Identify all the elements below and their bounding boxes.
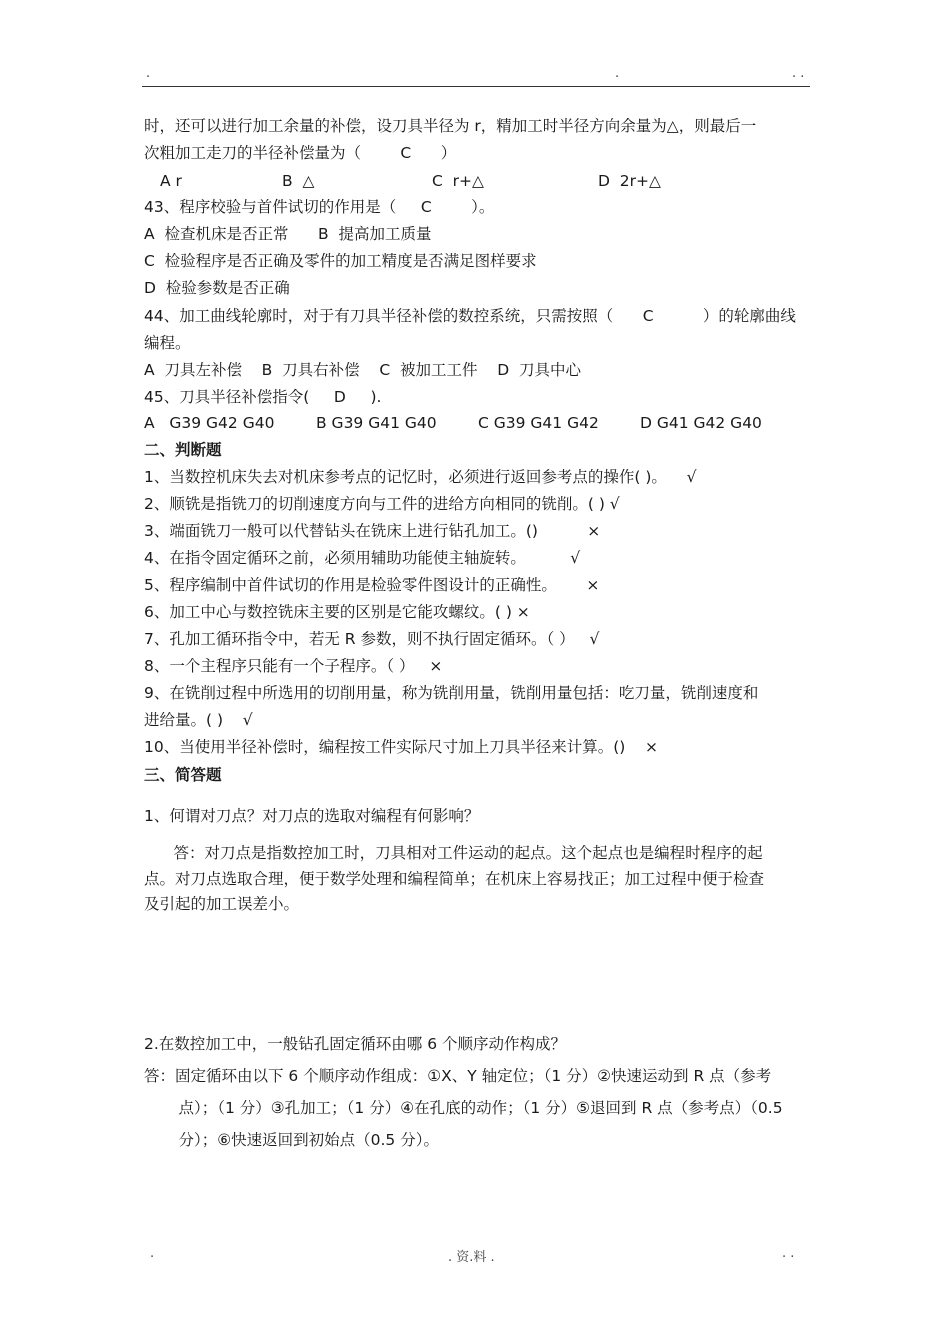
q44-line1: 44、加工曲线轮廓时，对于有刀具半径补偿的数控系统，只需按照（ C ）的轮廓曲线 — [144, 307, 796, 325]
q43-question: 43、程序校验与首件试切的作用是（ C ）。 — [144, 198, 495, 216]
q42-line1: 时，还可以进行加工余量的补偿，设刀具半径为 r，精加工时半径方向余量为△，则最后一 — [144, 117, 757, 135]
tf-item-4: 4、在指令固定循环之前，必须用辅助功能使主轴旋转。 √ — [144, 549, 581, 567]
short-answer-q2: 2.在数控加工中，一般钻孔固定循环由哪 6 个顺序动作构成？ — [144, 1035, 567, 1053]
q45-option-d: D G41 G42 G40 — [640, 414, 762, 432]
q45-option-c: C G39 G41 G42 — [478, 414, 599, 432]
q43-options-ab: A 检查机床是否正常 B 提高加工质量 — [144, 225, 432, 243]
page-footer — [0, 1246, 950, 1266]
footer-center-text: . 资.料 . — [448, 1250, 495, 1265]
q42-option-a: A r — [160, 172, 182, 190]
footer-left-mark: . — [150, 1246, 155, 1261]
short-answer-q1: 1、何谓对刀点？对刀点的选取对编程有何影响？ — [144, 807, 480, 825]
short-answer-a2-line3: 分）；⑥快速返回到初始点（0.5 分）。 — [144, 1131, 439, 1149]
short-answer-a1-line2: 点。对刀点选取合理，便于数学处理和编程简单；在机床上容易找正；加工过程中便于检查 — [144, 870, 765, 888]
short-answer-a1-line1: 答：对刀点是指数控加工时，刀具相对工件运动的起点。这个起点也是编程时程序的起 — [144, 844, 763, 862]
q42-option-d: D 2r+△ — [598, 172, 661, 190]
tf-item-8: 8、一个主程序只能有一个子程序。（ ） × — [144, 657, 443, 675]
header-rule — [142, 86, 810, 87]
short-answer-a2-line1: 答：固定循环由以下 6 个顺序动作组成：①X、Y 轴定位；（1 分）②快速运动到 R 点（参考 — [144, 1067, 772, 1085]
tf-item-9-line2: 进给量。( ) √ — [144, 711, 253, 729]
short-answer-a2-line2: 点）；（1 分）③孔加工；（1 分）④在孔底的动作；（1 分）⑤退回到 R 点（参考点）（0.5 — [144, 1099, 783, 1117]
q42-option-c: C r+△ — [432, 172, 484, 190]
tf-item-3: 3、端面铣刀一般可以代替钻头在铣床上进行钻孔加工。() × — [144, 522, 601, 540]
tf-item-10: 10、当使用半径补偿时，编程按工件实际尺寸加上刀具半径来计算。() × — [144, 738, 659, 756]
tf-item-5: 5、程序编制中首件试切的作用是检验零件图设计的正确性。 × — [144, 576, 600, 594]
q42-option-b: B △ — [282, 172, 315, 190]
q43-option-d: D 检验参数是否正确 — [144, 279, 290, 297]
header-center-mark: . — [615, 66, 620, 81]
q43-option-c: C 检验程序是否正确及零件的加工精度是否满足图样要求 — [144, 252, 537, 270]
tf-item-2: 2、顺铣是指铣刀的切削速度方向与工件的进给方向相同的铣削。( ) √ — [144, 495, 620, 513]
header-right-mark: . . — [792, 66, 805, 81]
section2-title: 二、判断题 — [144, 441, 222, 459]
q42-line2: 次粗加工走刀的半径补偿量为（ C ） — [144, 144, 457, 162]
short-answer-a1-line3: 及引起的加工误差小。 — [144, 895, 300, 913]
footer-right-mark: . . — [782, 1246, 795, 1261]
q44-options: A 刀具左补偿 B 刀具右补偿 C 被加工工件 D 刀具中心 — [144, 361, 582, 379]
section3-title: 三、简答题 — [144, 766, 222, 784]
header-left-mark: . — [146, 66, 151, 81]
q45-question: 45、刀具半径补偿指令( D ). — [144, 388, 382, 406]
q45-option-a: A G39 G42 G40 — [144, 414, 275, 432]
q45-option-b: B G39 G41 G40 — [316, 414, 437, 432]
q44-line2: 编程。 — [144, 334, 191, 352]
tf-item-9-line1: 9、在铣削过程中所选用的切削用量，称为铣削用量，铣削用量包括：吃刀量，铣削速度和 — [144, 684, 759, 702]
tf-item-6: 6、加工中心与数控铣床主要的区别是它能攻螺纹。( ) × — [144, 603, 530, 621]
tf-item-1: 1、当数控机床失去对机床参考点的记忆时，必须进行返回参考点的操作( )。 √ — [144, 468, 697, 486]
page-header — [0, 66, 950, 88]
tf-item-7: 7、孔加工循环指令中，若无 R 参数，则不执行固定循环。（ ） √ — [144, 630, 600, 648]
